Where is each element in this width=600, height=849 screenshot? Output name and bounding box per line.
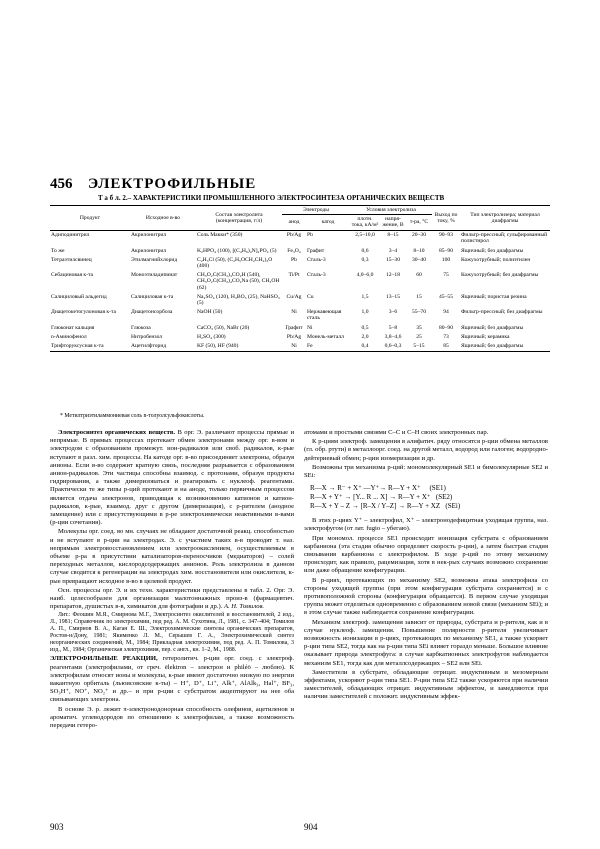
cell-temp: 60 [416, 272, 422, 279]
cell-density: 2,5–10,0 [355, 232, 375, 239]
cell-temp: 8–10 [413, 247, 425, 254]
cell-product: Адиподинитрил [51, 232, 90, 239]
cell-type: Кожухотрубный; без диафрагмы [461, 272, 539, 279]
cell-voltage: 3–4 [388, 247, 398, 254]
paragraph: Осн. процессы орг. Э. и их техн. характеристики представлены в табл. 2. Орг. Э. наиб. целесообразен для организации малотоннажных произ-в (фармацевтич. препаратов, душистых в-в, химикатов для фотографии и др.). [50, 586, 294, 611]
cell-anode: Cu/Ag [286, 293, 302, 300]
table-row [50, 308, 550, 323]
cell-type: Фильтр-прессный; без диафрагмы [461, 309, 543, 316]
cell-electrolyte: CH₃O₂C(CH₂)₄CO₂H (540), CH₃O₂C(CH₂)₄CO₂Na (50), CH₃OH (62) [197, 272, 280, 291]
paragraph: Возможны три механизма р-ций: мономолекулярный SE1 и бимолекулярные SE2 и SEi: [304, 463, 548, 480]
cell-cathode: Pb [307, 232, 313, 239]
cell-product: Диацетокетогулоновая к-та [51, 309, 116, 316]
cell-type: Кожухотрубный; полиэтилен [461, 256, 531, 263]
cell-source: Моноэтиладипинат [131, 272, 178, 279]
cell-voltage: 0,6–0,3 [380, 341, 406, 351]
reaction-schemes [310, 484, 548, 511]
cell-temp: 30–40 [412, 256, 426, 263]
equation-sei: R—X + Y – Z → [R–X / Y–Z] → R—Y + XZ (SEi) [310, 502, 461, 511]
section-heading: Электросинтез органических веществ. [58, 429, 176, 436]
header-electrolyte: Состав электролита (концентрация, г/л) [196, 206, 282, 231]
cell-source: Глюкоза [131, 324, 151, 331]
literature: Лит.: Феошин М.Я., Смирнова М.Г., Электросинтез окислителей и восстановителей, 2 изд., Л., 1981; Справочник по электрохимии, под ред. А. М. Сухотина, Л., 1981, с. 347–404; Томилов А. П., Смирнов В. А., Каган Е. Ш., Электрохимические синтезы органических препаратов, Ростов-н/Дону, 1981; Якименко Л. М., Серышев Г. А., Электрохимический синтез неорганических соединений, М., 1984; Прикладная электрохимия, под ред. А. П. Томилова, 3 изд., М., 1984; Органическая электрохимия, пер. с англ., кн. 1–2, М., 1988. [50, 612, 294, 654]
cell-source: Акрилонитрил [131, 247, 167, 254]
running-title: ЭЛЕКТРОФИЛЬНЫЕ [88, 176, 257, 192]
left-page-number: 903 [50, 822, 64, 832]
cell-voltage: 3–6 [388, 309, 398, 316]
table-body [50, 230, 550, 351]
cell-source: Салициловая к-та [131, 293, 174, 300]
paragraph: В основе Э. р. лежит π-электронодонорная способность олефинов, ацетиленов и ароматич. углеводородов по отношению к электрофилам, а также возможность передачи гетеро- [50, 705, 294, 730]
cell-product: Трифторуксусная к-та [50, 341, 130, 351]
cell-cathode: Монель-металл [307, 333, 344, 340]
table-row [50, 341, 550, 351]
cell-yield: 45–55 [439, 293, 453, 300]
cell-electrolyte: H₂SO₄ (300) [197, 333, 226, 340]
page-number: 456 [50, 176, 73, 192]
cell-density: 2,0 [361, 333, 369, 340]
author: А. Н. Томилов. [223, 603, 265, 611]
paragraph: атомами и простыми связями С–С и С–Н своих электронных пар. [304, 429, 489, 436]
cell-temp: 55–70 [412, 309, 426, 316]
cell-type: Ящичный; без диафрагмы [461, 247, 524, 254]
cell-voltage: 8–15 [387, 232, 399, 239]
header-source: Исходное в-во [130, 206, 196, 231]
header-anode: анод [282, 215, 306, 230]
cell-type: Ящичный; без диафрагмы [461, 324, 524, 331]
table-row [50, 255, 550, 270]
cell-electrolyte: Na₂SO₄ (120), H₃BO₃ (25), NaHSO₃ (5) [197, 293, 280, 306]
cell-yield: 90–93 [439, 232, 453, 239]
cell-yield: 80–90 [439, 324, 453, 331]
cell-temp: 35 [416, 324, 422, 331]
cell-density: 1,0 [361, 309, 369, 316]
cell-temp: 25 [416, 333, 422, 340]
table-row [50, 332, 550, 341]
cell-anode: Ni [291, 309, 297, 316]
table-footnote: * Метилтриэтиламмониевая соль n-толуолсульфокислоты. [60, 413, 205, 419]
cell-density: 1,5 [361, 293, 369, 300]
cell-density: 0,3 [361, 256, 369, 263]
cell-product: Глюконат кальция [51, 324, 95, 331]
cell-voltage: 3,8–4,6 [384, 333, 402, 340]
cell-type: Фильтр-прессный; сульфированный полистирол [461, 232, 548, 245]
paragraph: К р-циям электроф. замещения в алифатич. ряду относятся р-ции обмена металлов (гл. обр. ртути) в металлоорг. соед. на другой металл, водород или галоген; водородно-дейтериевый обмен; р-ции изомеризации и др. [304, 438, 548, 462]
cell-cathode: Сталь-3 [307, 256, 326, 263]
cell-electrolyte: Соль Макки* (350) [197, 232, 243, 239]
header-electrodes: Электроды [282, 206, 350, 215]
cell-anode: Pb/Ag [286, 232, 302, 239]
paragraph: В р-циях, протекающих по механизму SE2, возможна атака электрофила со стороны уходящей группы (при этом конфигурация субстрата сохраняется) и с противоположной стороны (конфигурация обращается). В первом случае уходящая группа может отделяться одновременно с образованием новой связи (механизм SEi); и в этом случае также наблюдается сохранение конфигурации. [304, 576, 548, 617]
cell-source: Этилмагнийхлорид [131, 256, 178, 263]
header-voltage: напря-жение, В [380, 215, 406, 230]
cell-anode: Ti/Pt [288, 272, 300, 279]
cell-cathode: Сталь-3 [307, 272, 326, 279]
paragraph: Молекулы орг. соед. во мн. случаях не обладают достаточной реакц. способностью и не вступают в р-ции на электродах. Э. с участием таких в-в проводят т. наз. непрямым электровосстановлением или электроокислением, осуществляемым в объеме р-ра в присутствии катализаторов-переносчиков (медиаторов) – солей переходных металлов, кислородсодержащих анионов. Роль электролиза в данном случае сводится к регенерации на электродах хим. восстановителя или окислителя, к-рые превращают исходное в-во в целевой продукт. [50, 528, 294, 585]
article-heading: ЭЛЕКТРОФИЛЬНЫЕ РЕАКЦИИ, [50, 655, 158, 663]
cell-product: То же [51, 247, 65, 254]
table-row [50, 292, 550, 307]
cell-product: n-Аминофенол [51, 333, 87, 340]
paragraph: гетеролитич. р-ции орг. соед. с электроф. реагентами (электрофилами, от греч. ēlektron – электрон и philéō – люблю). К электрофилам относят ионы и молекулы, к-рые имеют достаточно низкую по энергии вакантную орбиталь (льюисовские к-ты) – H⁺, D⁺, Li⁺, Alk⁺, AlAlk₃, Hal⁺, BF₃, SO₃H⁺, NO⁺, NO₂⁺ и др.– и при р-ции с субстратом акцептируют на нее оба связывающих электрона. [50, 655, 295, 704]
header-product: Продукт [50, 206, 130, 231]
header-yield: Выход по току, % [432, 206, 460, 231]
cell-electrolyte: C₂H₅Cl (50), (C₂H₅OCH₂CH₂)₂O (400) [197, 256, 273, 269]
cell-source: Нитробензол [131, 333, 163, 340]
cell-anode: Графит [285, 324, 303, 331]
cell-anode: Ni [282, 341, 306, 351]
cell-electrolyte: KF (50), HF (940) [196, 341, 282, 351]
cell-cathode: Графит [307, 247, 325, 254]
cell-yield: 94 [443, 309, 449, 316]
cell-anode: Pb [291, 256, 297, 263]
left-column [50, 429, 294, 731]
cell-anode: Pb/Ag [286, 333, 302, 340]
cell-voltage: 15–30 [386, 256, 400, 263]
cell-yield: 85–90 [439, 247, 453, 254]
header-density: плотн. тока, кА/м² [351, 216, 379, 229]
electrosynthesis-table [50, 205, 550, 352]
table-row [50, 230, 550, 246]
paragraph: В орг. Э. различают процессы прямые и непрямые. В прямых процессах протекает обмен электронами между орг. в-вом и электродом с образованием промежут. ион-радикалов или своб. радикалов, к-рые вступают в разл. хим. процессы. На катоде орг. в-во присоединяет электроны, образуя анионы. Если в-во содержит кратную связь, последняя разрывается с образованием анион-радикалов. Эти частицы способны взаимод. с протонами, образуя продукты гидрирования, а также димеризоваться и реагировать с нуклеоф. реагентами. Практически те же типы р-ций протекают и на аноде, только первичным процессом является отдача электронов, приводящая к возникновению катионов и катион-радикалов, к-рые, взаимод. друг с другом (димеризация), с р-рителем (анодное замещение) или с присутствующими в р-ре электрохимически неактивными в-вами (р-ции сочетания). [50, 429, 294, 527]
cell-voltage: 13–15 [386, 293, 400, 300]
cell-density: 0,5 [361, 324, 369, 331]
cell-electrolyte: K₂HPO₄ (100), [(C₄H₉)₄N]₂PO₄ (5) [197, 247, 277, 254]
paragraph: Заместители в субстрате, обладающие отрицат. индуктивным и мезомерным эффектами, ускоряют р-ции типа SE1. Р-ции типа SE2 также ускоряются при наличии заместителей, обладающих отрицат. индуктивным эффектом, и замедляются при наличии заместителей с положит. индуктивным эффек- [304, 668, 548, 701]
header-conditions: Условия электролиза [350, 206, 432, 215]
cell-cathode: Ni [307, 324, 313, 331]
table-row [50, 246, 550, 255]
cell-yield: 73 [443, 333, 449, 340]
cell-electrolyte: CaCO₃ (50), NaBr (20) [197, 324, 250, 331]
paragraph: В этих р-циях Y⁺ – электрофил, X⁺ – электронодефицитная уходящая группа, наз. электрофугом (от лат. fugio – убегаю). [304, 517, 548, 533]
cell-source: Ацетилфторид [130, 341, 196, 351]
header-cathode: катод [306, 215, 350, 230]
paragraph: Механизм электроф. замещения зависит от природы, субстрата и р-рителя, как и в случае нуклеоф. замещения. Повышение полярности р-рителя увеличивает возможность ионизации в р-циях, протекающих по механизму SE1, а также ускоряет р-ции типа SE2, тогда как на р-ции типа SEi влияет гораздо меньше. Большое влияние оказывает природа электрофуга: в случае карбкатионных электрофугов наблюдается механизм SE1, тогда как для металлсодержащих – SE2 или SEi. [304, 618, 548, 667]
paragraph: При мономол. процессе SE1 происходит ионизация субстрата с образованием карбаниона (эта стадия обычно определяет скорость р-ции), а затем быстрая стадия связывания карбаниона с электрофилом. В ходе р-ций по этому механизму происходит, как правило, рацемизация, хотя в нек-рых случаях возможно сохранение или даже обращение конфигурации. [304, 534, 548, 575]
cell-cathode: Нержавеющая сталь [307, 309, 342, 322]
table-row [50, 271, 550, 293]
header-temp: т-ра, °С [406, 215, 432, 230]
cell-source: Акрилонитрил [131, 232, 167, 239]
cell-yield: 100 [441, 256, 451, 263]
table-caption: Т а б л. 2.– ХАРАКТЕРИСТИКИ ПРОМЫШЛЕННОГО ЭЛЕКТРОСИНТЕЗА ОРГАНИЧЕСКИХ ВЕЩЕСТВ [98, 194, 445, 202]
cell-cathode: Fe [306, 341, 350, 351]
cell-electrolyte: NaOH (50) [197, 309, 223, 316]
equation-se2: R—X + Y⁺ → [Y... R ... X] → R—Y + X⁺ (SE2) [310, 493, 453, 502]
cell-anode: Fe₃O₄ [287, 247, 301, 254]
cell-yield: 75 [443, 272, 449, 279]
cell-voltage: 5–8 [388, 324, 398, 331]
header-type: Тип электролизера; материал диафрагмы [460, 206, 550, 231]
cell-temp: 15 [416, 293, 422, 300]
right-column [304, 429, 548, 703]
cell-temp: 20–30 [412, 232, 426, 239]
right-page-number: 904 [304, 822, 318, 832]
cell-product: Тетраэтилсвинец [51, 256, 92, 263]
cell-temp: 5–15 [406, 341, 432, 351]
cell-product: Салициловый альдегид [51, 293, 107, 300]
cell-cathode: Cu [307, 293, 314, 300]
cell-density: 4,0–6,0 [356, 272, 374, 279]
cell-voltage: 12–18 [386, 272, 400, 279]
table-row [50, 323, 550, 332]
cell-product: Себациновая к-та [51, 272, 93, 279]
cell-density: 0,4 [350, 341, 380, 351]
cell-type: Ящичный; пористая резина [461, 293, 527, 300]
cell-type: Ящичный; без диафрагмы [460, 341, 550, 351]
cell-yield: 85 [432, 341, 460, 351]
cell-type: Ящичный; керамика [461, 333, 510, 340]
equation-se1: R—X → R⁻ + X⁺ —Y⁺→ R—Y + X⁺ (SE1) [310, 484, 446, 493]
cell-density: 0,6 [361, 247, 369, 254]
cell-source: Диацетонсорбоза [131, 309, 173, 316]
